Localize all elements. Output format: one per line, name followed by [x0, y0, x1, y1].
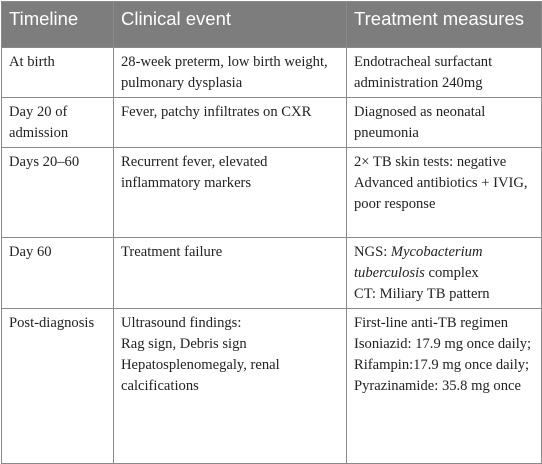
treatment-line: Rifampin:17.9 mg once daily; [354, 357, 530, 373]
timeline-cell: Days 20–60 [2, 148, 114, 238]
event-cell [114, 309, 347, 464]
event-cell: 28-week preterm, low birth weight, pulmonary dysplasia [114, 48, 347, 98]
timeline-cell: Day 20 of admission [2, 98, 114, 148]
treatment-line: 2× TB skin tests: negative [354, 154, 507, 170]
ngs-line [354, 242, 535, 284]
ngs-suffix: complex [424, 265, 479, 281]
table-row [2, 309, 542, 464]
header-timeline: Timeline [2, 2, 114, 48]
treatment-line: Diagnosed as neonatal pneumonia [354, 104, 486, 141]
event-line: Rag sign, Debris sign [121, 336, 247, 352]
clinical-timeline-table [1, 1, 542, 464]
treatment-line: Pyrazinamide: 35.8 mg once [354, 378, 521, 394]
ngs-prefix: NGS: [354, 244, 391, 260]
treatment-cell [347, 148, 542, 238]
event-line: Hepatosplenomegaly, renal calcifications [121, 357, 280, 394]
table-row [2, 98, 542, 148]
treatment-line: Endotracheal surfactant administration 240mg [354, 54, 493, 91]
treatment-line: Advanced antibiotics + IVIG, poor response [354, 175, 528, 212]
timeline-cell: At birth [2, 48, 114, 98]
header-treatment-measures: Treatment measures [347, 2, 542, 48]
treatment-cell [347, 309, 542, 464]
timeline-cell: Day 60 [2, 238, 114, 309]
timeline-cell: Post-diagnosis [2, 309, 114, 464]
event-cell: Fever, patchy infiltrates on CXR [114, 98, 347, 148]
event-cell: Treatment failure [114, 238, 347, 309]
table-row [2, 148, 542, 238]
treatment-cell [347, 48, 542, 98]
treatment-line: First-line anti-TB regimen [354, 315, 509, 331]
event-line: Ultrasound findings: [121, 315, 242, 331]
ngs-organism: Mycobacterium tuberculosis [354, 244, 483, 281]
table-row [2, 238, 542, 309]
treatment-line: Isoniazid: 17.9 mg once daily; [354, 336, 532, 352]
treatment-cell [347, 98, 542, 148]
table-row [2, 48, 542, 98]
ct-line: CT: Miliary TB pattern [354, 286, 490, 302]
header-row [2, 2, 542, 48]
treatment-cell [347, 238, 542, 309]
header-clinical-event: Clinical event [114, 2, 347, 48]
event-cell: Recurrent fever, elevated inflammatory markers [114, 148, 347, 238]
